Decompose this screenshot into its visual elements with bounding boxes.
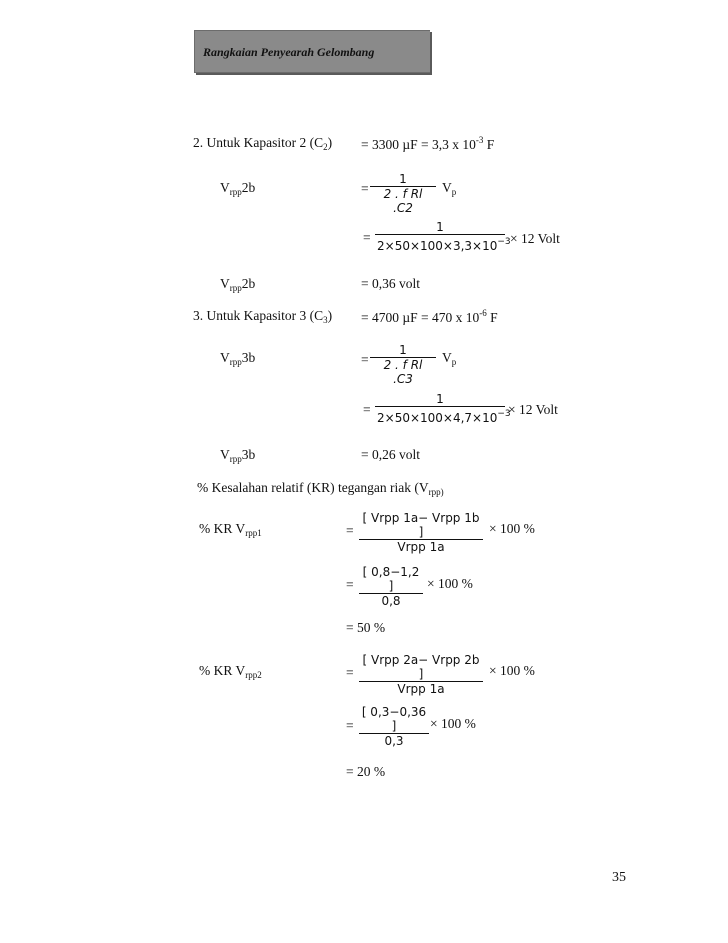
kr1-equals-2: = <box>346 577 354 592</box>
kr1-equals: = <box>346 523 354 538</box>
kr2-step-fraction: $\frac{[ 0,3-0,36 ]}{0,3}$ <box>359 705 429 748</box>
item2-substitution-fraction: $\frac{1}{2\times 50\times 100\times 3,3\times 10^{-3}}$ <box>377 220 511 253</box>
item3-vrpp-result-label: $V_{rpp}3b$ <box>220 447 256 464</box>
kr1-formula-fraction: [ Vrpp 1a− Vrpp 1b ] Vrpp 1a <box>359 511 483 554</box>
item2-times-volt: × 12 Volt <box>510 231 560 246</box>
kr2-equals-2: = <box>346 718 354 733</box>
kr-heading: % Kesalahan relatif (KR) tegangan riak ($V_{rpp)}$ <box>197 480 444 497</box>
kr2-formula-fraction: [ Vrpp 2a− Vrpp 2b ] Vrpp 1a <box>359 653 483 696</box>
kr2-label: % KR $V_{rpp2}$ <box>199 663 262 680</box>
item2-equals: = <box>361 181 369 196</box>
item3-equals: = <box>361 352 369 367</box>
kr1-step-times: × 100 % <box>427 576 473 591</box>
kr2-step-times: × 100 % <box>430 716 476 731</box>
kr2-result: = 20 % <box>346 764 386 779</box>
kr1-times: × 100 % <box>489 521 535 536</box>
item2-vp: $V_p$ <box>442 180 457 197</box>
chapter-header-title: Rangkaian Penyearah Gelombang <box>203 45 375 59</box>
item2-vrpp-label: $V_{rpp}2b$ <box>220 180 256 197</box>
kr1-step-fraction: $\frac{[ 0,8-1,2 ]}{0,8}$ <box>359 565 423 608</box>
item3-times-volt: × 12 Volt <box>508 402 558 417</box>
item3-formula-fraction: $\frac{1}{\text{2 . f Rl .C3}}$ <box>370 343 436 386</box>
kr2-times: × 100 % <box>489 663 535 678</box>
item2-label: 2. Untuk Kapasitor 2 $(C_2)$ <box>193 135 333 152</box>
kr1-label: % KR $V_{rpp1}$ <box>199 521 262 538</box>
item3-result: = 0,26 volt <box>361 447 420 462</box>
item2-vrpp-result-label: $V_{rpp}2b$ <box>220 276 256 293</box>
item2-equals-2: = <box>363 230 371 245</box>
kr2-equals: = <box>346 665 354 680</box>
item3-capacitance: = 4700 µF = 470 x $10^{-6}$ F <box>361 308 498 325</box>
page-number: 35 <box>612 870 626 885</box>
item3-vp: $V_p$ <box>442 350 457 367</box>
item3-substitution-fraction: $\frac{1}{2\times 50\times 100\times 4,7\times 10^{-3}}$ <box>377 392 511 425</box>
item2-formula-fraction: $\frac{1}{\text{2 . f Rl .C2}}$ <box>370 172 436 215</box>
item2-result: = 0,36 volt <box>361 276 420 291</box>
kr1-result: = 50 % <box>346 620 386 635</box>
item3-vrpp-label: $V_{rpp}3b$ <box>220 350 256 367</box>
chapter-header-banner <box>194 30 430 73</box>
item3-label: 3. Untuk Kapasitor 3 $(C_3)$ <box>193 308 333 325</box>
item2-capacitance: = 3300 µF = 3,3 x $10^{-3}$ F <box>361 135 495 152</box>
item3-equals-2: = <box>363 402 371 417</box>
